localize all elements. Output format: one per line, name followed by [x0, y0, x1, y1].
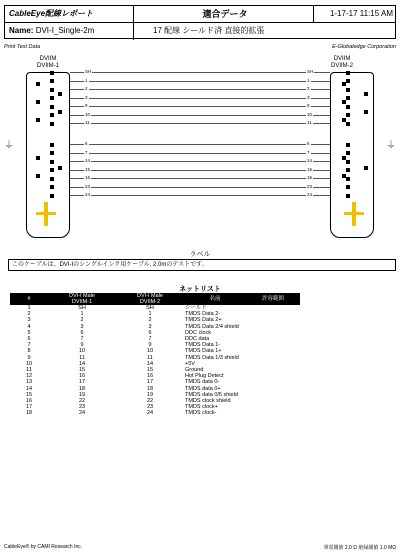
netlist-table: [10, 293, 300, 417]
pin-dot: [50, 185, 54, 189]
net-name: TMDS clock shield: [185, 398, 231, 405]
ground-icon: ⏚: [4, 140, 14, 151]
wire-label-left: 15: [85, 166, 91, 172]
wire-label-right: 16: [307, 175, 313, 180]
net-pin-b: 9: [148, 342, 152, 349]
wire-line: [70, 144, 330, 145]
wire-label-right: 9: [307, 103, 310, 108]
net-pin-b: 22: [146, 398, 154, 405]
right-analog-blade: [344, 212, 364, 215]
net-name: TMDS Data 2+: [185, 317, 222, 324]
net-num: 17: [25, 404, 33, 411]
net-name: TMDS Data 1+: [185, 348, 222, 355]
net-num: 7: [27, 342, 31, 349]
net-num: 16: [25, 398, 33, 405]
wire-label-left: 10: [85, 111, 91, 117]
wire-label-left: 9: [85, 103, 88, 108]
net-num: 10: [25, 360, 33, 367]
wire-label-right: 1: [307, 77, 310, 83]
net-name: TMDS Data 1/3 shield: [185, 354, 239, 361]
pin-dot: [342, 118, 346, 122]
net-tolerance: [246, 410, 300, 416]
net-pin-b: 1: [148, 311, 152, 318]
header-row-1: [5, 6, 395, 23]
right-connector-id: DVIIM-2: [330, 63, 353, 69]
pin-dot: [346, 194, 350, 198]
col-num: #: [10, 293, 48, 305]
pin-dot: [50, 71, 54, 75]
net-name: Ground: [185, 367, 204, 374]
pin-dot: [50, 88, 54, 92]
wire-label-left: 7: [85, 149, 88, 155]
pin-dot: [50, 105, 54, 109]
left-analog-blade: [36, 212, 56, 215]
wire-label-right: 3: [307, 94, 310, 100]
net-name: TMDS data 0-: [185, 379, 220, 386]
net-pin-a: SH: [78, 305, 86, 311]
net-pin-a: 10: [78, 348, 86, 355]
pin-dot: [346, 96, 350, 100]
pin-dot: [346, 168, 350, 172]
wire-label-right: SH: [307, 69, 314, 74]
net-pin-b: 24: [146, 410, 154, 417]
report-datetime: 1-17-17 11:15 AM: [329, 9, 393, 18]
pin-dot: [50, 151, 54, 155]
wire-label-left: 14: [85, 158, 91, 163]
net-num: 12: [25, 373, 33, 380]
wire-label-left: 6: [85, 141, 88, 146]
net-pin-b: 19: [146, 391, 154, 398]
net-num: 8: [27, 348, 31, 355]
wire-label-left: 3: [85, 94, 88, 100]
wire-line: [70, 178, 330, 179]
net-pin-a: 19: [78, 391, 86, 398]
wire-label-right: 23: [307, 183, 313, 189]
left-connector-label: [28, 56, 68, 70]
net-pin-b: 18: [146, 385, 154, 392]
net-pin-b: 15: [146, 367, 154, 374]
net-name: Hot Plug Detect: [185, 373, 224, 380]
pin-dot: [346, 79, 350, 83]
pin-dot: [50, 79, 54, 83]
name-value: DVI-I_Single-2m: [35, 26, 95, 35]
net-pin-b: 17: [146, 379, 154, 386]
pin-dot: [346, 105, 350, 109]
col-a-top: DVI-I Male: [48, 293, 116, 299]
col-b-bottom: DVIIM-2: [116, 299, 184, 305]
pin-dot: [36, 100, 40, 104]
pin-dot: [346, 160, 350, 164]
net-num: 5: [27, 329, 31, 336]
net-pin-b: 10: [146, 348, 154, 355]
net-pin-b: 11: [147, 354, 153, 361]
wire-label-left: SH: [85, 69, 92, 74]
pin-dot: [50, 168, 54, 172]
wire-line: [70, 106, 330, 107]
net-pin-b: 23: [146, 404, 154, 411]
net-pin-a: 23: [78, 404, 86, 411]
net-name: TMDS clock+: [185, 404, 218, 411]
wire-label-right: 11: [307, 120, 312, 125]
net-pin-b: 2: [148, 317, 152, 324]
net-pin-a: 9: [80, 342, 84, 349]
left-connector-id: DVIIM-1: [36, 63, 59, 69]
pin-dot: [58, 92, 62, 96]
pin-dot: [50, 194, 54, 198]
pin-dot: [346, 143, 350, 147]
cable-name: [5, 23, 133, 39]
pin-dot: [346, 185, 350, 189]
pin-dot: [58, 166, 62, 170]
wire-line: [70, 89, 330, 90]
net-name: TMDS Data 2-: [185, 311, 221, 318]
pin-dot: [346, 177, 350, 181]
right-connector-type: DVIIM: [333, 56, 351, 62]
wire-label-left: 11: [85, 120, 90, 125]
net-pin-a: 16: [78, 373, 86, 380]
report-title: 適合データ: [202, 9, 248, 19]
col-tolerance: 許容範囲: [246, 293, 300, 305]
net-num: 2: [27, 311, 31, 318]
net-pin-b: SH: [146, 305, 154, 311]
net-name: TMDS Data 2/4 shield: [185, 323, 239, 330]
pin-dot: [50, 177, 54, 181]
net-name: DDC clock: [185, 329, 211, 336]
net-pin-b: 16: [146, 373, 154, 380]
wire-line: [70, 170, 330, 171]
net-num: 1: [27, 305, 31, 311]
report-header: [4, 5, 396, 39]
pin-dot: [58, 110, 62, 114]
cable-description: 17 配線 シールド済 直接的拡張: [153, 26, 265, 35]
wire-line: [70, 187, 330, 188]
net-pin-a: 17: [78, 379, 86, 386]
right-connector-label: [322, 56, 362, 70]
pin-dot: [364, 92, 368, 96]
wire-label-right: 10: [307, 111, 313, 117]
left-connector-type: DVIIM: [39, 56, 57, 62]
wire-label-right: 15: [307, 166, 313, 172]
pin-dot: [36, 174, 40, 178]
pin-dot: [342, 82, 346, 86]
net-num: 11: [26, 367, 32, 374]
net-name: TMDS data 0/5 shield: [185, 391, 238, 398]
wire-line: [70, 81, 330, 82]
pin-dot: [346, 88, 350, 92]
pin-dot: [50, 113, 54, 117]
pin-dot: [50, 143, 54, 147]
print-test-label: Print Test Data: [4, 44, 41, 50]
netlist-body: [10, 305, 300, 417]
ground-icon: ⏚: [386, 140, 396, 151]
wire-line: [70, 115, 330, 116]
col-a-bottom: DVIIM-1: [48, 299, 116, 305]
header-row-2: [5, 23, 395, 40]
pin-dot: [36, 156, 40, 160]
pin-dot: [346, 122, 350, 126]
wire-label-left: 1: [85, 77, 88, 83]
wire-line: [70, 161, 330, 162]
wire-line: [70, 153, 330, 154]
netlist-row: [10, 410, 300, 416]
wire-line: [70, 123, 330, 124]
wire-line: [70, 72, 330, 73]
netlist-title: ネットリスト: [179, 286, 221, 293]
pin-dot: [36, 82, 40, 86]
net-name: TMDS Data 1-: [185, 342, 221, 349]
net-pin-b: 14: [146, 360, 154, 367]
net-num: 3: [27, 317, 31, 324]
wire-line: [70, 98, 330, 99]
net-num: 6: [27, 336, 31, 343]
label-section-text: このケーブルは、DVI-Iのシングルインク用ケーブル, 2.0mのテストです。: [8, 259, 396, 271]
wire-label-right: 2: [307, 86, 310, 91]
net-pin-b: 3: [148, 323, 152, 330]
net-num: 9: [27, 354, 31, 361]
col-name: 名前: [184, 293, 246, 305]
wire-label-right: 24: [307, 192, 313, 197]
net-name: DDC data: [185, 336, 210, 343]
pin-dot: [50, 122, 54, 126]
wire-label-right: 7: [307, 149, 310, 155]
pin-dot: [36, 118, 40, 122]
wire-label-left: 2: [85, 86, 88, 91]
net-num: 13: [25, 379, 33, 386]
wire-label-left: 24: [85, 192, 91, 197]
pin-dot: [346, 113, 350, 117]
pin-dot: [50, 160, 54, 164]
company-label: E-Globaledge Corporation: [332, 44, 396, 50]
name-label: Name:: [9, 26, 34, 35]
net-num: 4: [27, 323, 31, 330]
net-name: +5V: [185, 360, 195, 367]
net-num: 15: [25, 391, 33, 398]
pin-dot: [346, 71, 350, 75]
net-pin-a: 18: [78, 385, 86, 392]
net-pin-a: 24: [78, 410, 86, 417]
net-pin-a: 1: [80, 311, 84, 318]
net-pin-a: 22: [78, 398, 86, 405]
net-pin-a: 3: [80, 323, 84, 330]
pin-dot: [364, 166, 368, 170]
net-num: 18: [25, 410, 33, 417]
wire-line: [70, 195, 330, 196]
pin-dot: [342, 174, 346, 178]
net-num: 14: [25, 385, 33, 392]
net-pin-a: 2: [80, 317, 84, 324]
net-pin-a: 7: [80, 336, 84, 343]
net-pin-a: 6: [80, 329, 84, 336]
net-name: シールド: [185, 305, 207, 311]
wire-label-left: 16: [85, 175, 91, 180]
wire-label-right: 6: [307, 141, 310, 146]
pin-dot: [342, 100, 346, 104]
net-pin-a: 11: [79, 354, 85, 361]
net-pin-b: 6: [148, 329, 152, 336]
pin-dot: [364, 110, 368, 114]
net-pin-a: 14: [78, 360, 86, 367]
footer-thresholds: 導電閾値 2.0 Ω 絶縁閾値 1.0 MΩ: [323, 545, 396, 551]
net-name: TMDS data 0+: [185, 385, 221, 392]
brand-title: CableEye配線レポート: [9, 9, 94, 18]
footer-brand: CableEye® by CAMI Research Inc.: [4, 544, 83, 550]
pin-dot: [342, 156, 346, 160]
pin-dot: [50, 96, 54, 100]
wire-label-right: 14: [307, 158, 313, 163]
net-name: TMDS clock-: [185, 410, 217, 417]
wire-label-left: 23: [85, 183, 91, 189]
label-section-title: ラベル: [189, 251, 211, 258]
net-pin-a: 15: [78, 367, 86, 374]
pin-dot: [346, 151, 350, 155]
col-b-top: DVI-I Male: [116, 293, 184, 299]
net-pin-b: 7: [148, 336, 152, 343]
